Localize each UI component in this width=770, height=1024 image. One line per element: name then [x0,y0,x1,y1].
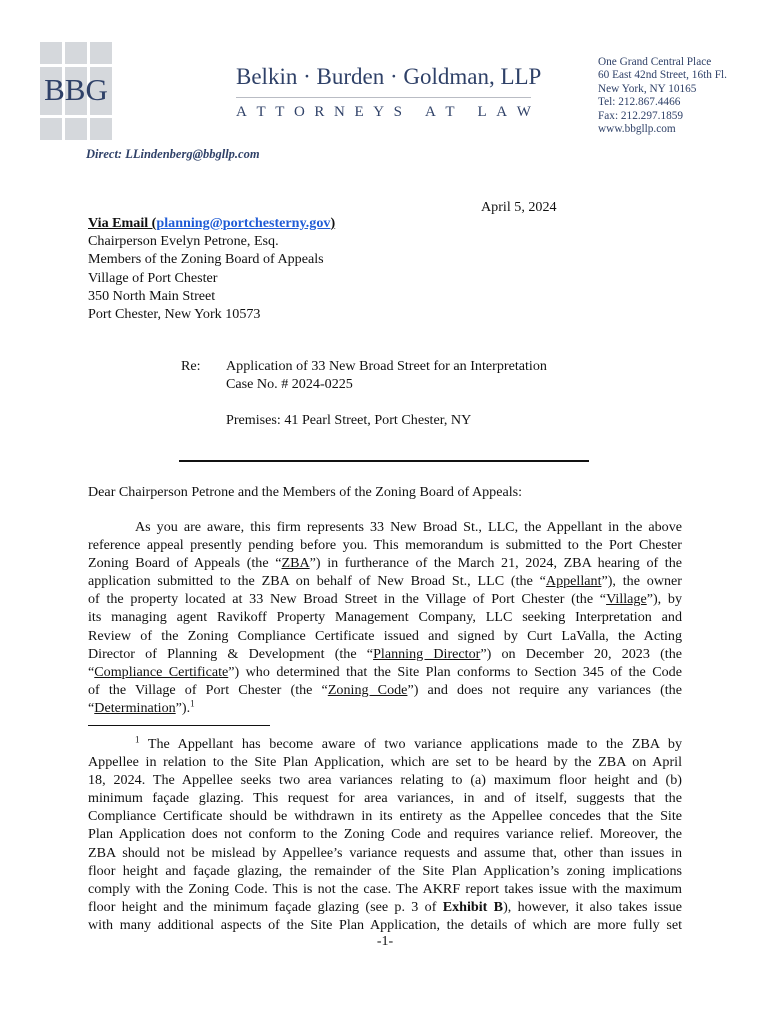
footnote-line: $^1$ The Appellant has become aware of two variance applications made to the ZBA by [135,734,682,752]
body-line: “Determination”).$^1$ [88,698,195,716]
address-line: Members of the Zoning Board of Appeals [88,251,324,268]
footnote-line: ZBA should not be mislead by Appellee’s variance requests and assume that, other than issues in [88,844,682,861]
contact-address-2: 60 East 42nd Street, 16th Fl. [598,69,727,82]
footnote-line: floor height and the minimum façade glazing (see p. 3 of Exhibit B), however, it also takes issue [88,898,682,915]
via-email-line: Via Email (planning@portchesterny.gov) [88,215,336,231]
contact-address-3: New York, NY 10165 [598,82,697,95]
re-subject [226,357,547,393]
footnote-line: Compliance Certificate should be withdrawn in its entirety as the Appellee concedes that the Site [88,808,682,825]
firm-logo [40,42,112,152]
re-label: Re: [181,358,201,374]
firm-divider [236,97,531,98]
address-line: Chairperson Evelyn Petrone, Esq. [88,233,279,250]
footnote-rule [88,725,270,726]
page-number: -1- [376,934,394,949]
footnote-line: Appellee in relation to the Site Plan Application, which are set to be heard by the ZBA on April [88,754,682,771]
recipient-address [88,214,335,323]
body-line: reference appeal presently pending before you. This memorandum is submitted to the Port Chester [88,537,682,554]
body-line: of the Village of Port Chester (the “Zoning Code”) and does not require any variances (the [88,681,682,698]
contact-address-1: One Grand Central Place [598,56,712,68]
footnote-line: minimum façade glazing. This request for area variances, in and of itself, suggests that the [88,790,682,807]
re-subject-line: Application of 33 New Broad Street for an Interpretation [226,358,547,374]
body-line: Director of Planning & Development (the “Planning Director”) on December 20, 2023 (the [88,645,683,662]
contact-website[interactable]: www.bbgllp.com [598,123,676,136]
firm-subtitle: A T T O R N E Y S A T L A W [236,104,531,120]
re-case-number: Case No. # 2024-0225 [226,376,353,392]
address-line: Village of Port Chester [88,269,218,286]
footnote-line: floor height and façade glazing, the remainder of the Site Plan Application’s zoning implications [88,862,682,879]
footnote-mark: 1 [135,734,140,745]
contact-fax: Fax: 212.297.1859 [598,109,684,122]
body-line: As you are aware, this firm represents 33 New Broad St., LLC, the Appellant in the above [135,519,682,535]
premises-line: Premises: 41 Pearl Street, Port Chester, NY [226,412,472,428]
body-line: its managing agent Ravikoff Property Management Company, LLC seeking Interpretation and [88,609,682,626]
footnote-line: with many additional aspects of the Site Plan Application, the details of which are more fully set [88,916,682,933]
body-line: Review of the Zoning Compliance Certificate issued and signed by Curt LaValla, the Acting [88,627,682,644]
body-line: application submitted to the ZBA on behalf of New Broad St., LLC (the “Appellant”), the owner [88,573,682,590]
separator-rule [179,460,589,462]
address-line: 350 North Main Street [88,287,216,304]
body-line: of the property located at 33 New Broad Street in the Village of Port Chester (the “Village”), by [88,591,683,608]
footnote-line: 18, 2024. The Appellee seeks two area variances relating to (a) maximum floor height and (b) [88,772,682,789]
body-line: Zoning Board of Appeals (the “ZBA”) in furtherance of the March 21, 2024, ZBA hearing of the [88,555,682,572]
body-line: “Compliance Certificate”) who determined that the Site Plan conforms to Section 345 of the Code [88,663,682,680]
logo-letters: BBG [44,72,108,107]
footnote-reference[interactable]: 1 [190,698,195,709]
salutation: Dear Chairperson Petrone and the Members of the Zoning Board of Appeals: [88,484,523,500]
firm-contact-block [598,56,727,136]
exhibit-reference: Exhibit B [442,898,504,915]
recipient-email-link[interactable]: planning@portchesterny.gov [156,215,331,231]
footnote [88,735,682,934]
letter-date: April 5, 2024 [481,199,557,215]
direct-email: Direct: LLindenberg@bbgllp.com [86,147,260,161]
footnote-line: comply with the Zoning Code. This is not the case. The AKRF report takes issue with the maximum [88,880,682,897]
firm-name: Belkin · Burden · Goldman, LLP [236,64,542,89]
address-line: Port Chester, New York 10573 [88,306,261,323]
footnote-line: Plan Application does not conform to the Zoning Code and requires variance relief. Moreover, the [88,826,682,843]
body-paragraph [88,518,682,717]
contact-tel: Tel: 212.867.4466 [598,96,681,109]
